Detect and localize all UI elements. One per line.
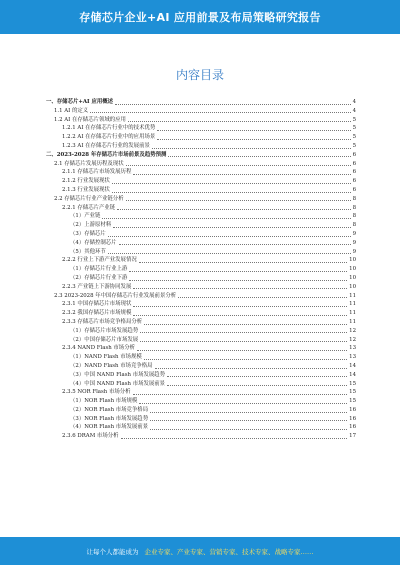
footer-banner: [0, 537, 400, 565]
toc-entry[interactable]: [46, 327, 356, 336]
toc-leader-dots: [133, 174, 350, 175]
toc-page-number: 9: [352, 230, 356, 237]
toc-entry-text: 2.1.2 行业发展现状: [62, 178, 110, 185]
toc-leader-dots: [129, 280, 347, 281]
toc-leader-dots: [139, 262, 347, 263]
toc-page-number: 9: [352, 248, 356, 255]
toc-leader-dots: [144, 359, 347, 360]
toc-page-number: 14: [349, 371, 356, 378]
toc-entry-text: （2）中国存储芯片市场发展: [70, 336, 139, 343]
toc-entry-text: 2.2.1 存储芯片产业链: [62, 204, 116, 211]
toc-entry[interactable]: [46, 116, 356, 125]
toc-leader-dots: [126, 165, 351, 166]
toc-leader-dots: [137, 350, 347, 351]
toc-entry[interactable]: [46, 406, 356, 415]
toc-entry[interactable]: [46, 142, 356, 151]
table-of-contents: [46, 98, 356, 441]
toc-leader-dots: [108, 236, 351, 237]
toc-entry[interactable]: [46, 256, 356, 265]
toc-entry-text: 1.2.2 AI 在存储芯片行业中的应用场景: [62, 134, 156, 141]
toc-page-number: 17: [349, 433, 356, 440]
toc-entry-text: （1）NOR Flash 市场规模: [70, 398, 138, 405]
toc-entry-text: 1.2.1 AI 在存储芯片行业中的技术优势: [62, 125, 156, 132]
toc-leader-dots: [150, 420, 347, 421]
toc-leader-dots: [108, 253, 351, 254]
toc-leader-dots: [167, 385, 347, 386]
toc-entry[interactable]: [46, 432, 356, 441]
toc-page-number: 6: [352, 169, 356, 176]
toc-entry-text: 2.3.1 中国存储芯片市场现状: [62, 301, 132, 308]
toc-leader-dots: [133, 288, 347, 289]
toc-leader-dots: [152, 148, 351, 149]
toc-entry[interactable]: [46, 300, 356, 309]
toc-page-number: 13: [349, 345, 356, 352]
toc-entry[interactable]: [46, 230, 356, 239]
toc-entry[interactable]: [46, 107, 356, 116]
toc-entry[interactable]: [46, 336, 356, 345]
toc-entry-text: 1.2 AI 在存储芯片领域的应用: [54, 116, 126, 123]
toc-leader-dots: [119, 244, 351, 245]
toc-entry[interactable]: [46, 344, 356, 353]
toc-leader-dots: [140, 332, 347, 333]
toc-leader-dots: [121, 438, 348, 439]
toc-leader-dots: [139, 403, 347, 404]
toc-entry[interactable]: [46, 292, 356, 301]
toc-leader-dots: [178, 297, 347, 298]
toc-entry[interactable]: [46, 362, 356, 371]
toc-entry[interactable]: [46, 186, 356, 195]
toc-entry[interactable]: [46, 380, 356, 389]
toc-entry-text: （1）NAND Flash 市场规模: [70, 354, 142, 361]
toc-page-number: 4: [352, 107, 356, 114]
toc-entry-text: 2.2.2 行业上下游产业发展情况: [62, 257, 137, 264]
toc-page-number: 6: [352, 160, 356, 167]
toc-entry-text: 1.1 AI 的定义: [54, 107, 89, 114]
toc-leader-dots: [140, 341, 347, 342]
toc-page-number: 5: [352, 134, 356, 141]
toc-entry-text: 2.3 2023-2028 年中国存储芯片行业发展前景分析: [54, 292, 177, 299]
toc-entry-text: 2.2.3 产业链上下游协同发展: [62, 283, 132, 290]
toc-entry-text: 2.3.6 DRAM 市场分析: [62, 433, 119, 440]
toc-page-number: 10: [349, 257, 356, 264]
toc-page-number: 8: [352, 195, 356, 202]
toc-heading: 内容目录: [175, 68, 224, 82]
toc-entry[interactable]: [46, 423, 356, 432]
toc-leader-dots: [129, 271, 347, 272]
toc-entry-text: （4）存储控制芯片: [70, 239, 117, 246]
toc-entry[interactable]: [46, 239, 356, 248]
toc-leader-dots: [126, 200, 351, 201]
toc-entry[interactable]: [46, 204, 356, 213]
toc-page-number: 16: [349, 406, 356, 413]
toc-entry-text: （3）存储芯片: [70, 230, 106, 237]
toc-leader-dots: [150, 429, 347, 430]
toc-page-number: 6: [352, 186, 356, 193]
toc-page-number: 16: [349, 424, 356, 431]
toc-leader-dots: [90, 112, 350, 113]
toc-entry-text: （1）存储芯片行业上游: [70, 266, 128, 273]
toc-page-number: 14: [349, 362, 356, 369]
toc-page-number: 13: [349, 354, 356, 361]
toc-entry[interactable]: [46, 353, 356, 362]
toc-leader-dots: [133, 394, 348, 395]
toc-entry-text: 2.3.4 NAND Flash 市场分析: [62, 345, 135, 352]
toc-page-number: 12: [349, 327, 356, 334]
toc-entry[interactable]: [46, 124, 356, 133]
toc-leader-dots: [128, 121, 351, 122]
toc-page-number: 9: [352, 239, 356, 246]
toc-entry-text: （2）NAND Flash 市场竞争格局: [70, 362, 153, 369]
toc-leader-dots: [133, 315, 347, 316]
toc-page-number: 8: [352, 213, 356, 220]
toc-entry[interactable]: [46, 160, 356, 169]
toc-leader-dots: [102, 218, 350, 219]
report-title: 存储芯片企业+AI 应用前景及布局策略研究报告: [79, 11, 321, 24]
toc-entry[interactable]: [46, 133, 356, 142]
toc-entry[interactable]: [46, 265, 356, 274]
toc-entry[interactable]: [46, 371, 356, 380]
toc-leader-dots: [157, 130, 350, 131]
toc-entry-text: （4）中国 NAND Flash 市场发展前景: [70, 380, 166, 387]
toc-page-number: 11: [349, 310, 356, 317]
toc-leader-dots: [167, 376, 347, 377]
footer-prefix: 让每个人都能成为: [86, 547, 139, 556]
toc-entry-text: （5）其他环节: [70, 248, 106, 255]
toc-page-number: 5: [352, 125, 356, 132]
toc-entry-text: 2.1 存储芯片发展历程及现状: [54, 160, 124, 167]
toc-entry[interactable]: [46, 98, 356, 107]
toc-leader-dots: [133, 306, 347, 307]
toc-leader-dots: [112, 183, 351, 184]
toc-entry-text: 1.2.3 AI 在存储芯片行业的发展前景: [62, 142, 150, 149]
toc-entry[interactable]: [46, 248, 356, 257]
toc-entry-text: 2.1.1 存储芯片市场发展历程: [62, 169, 132, 176]
toc-entry-text: 2.1.3 行业发展现状: [62, 186, 110, 193]
toc-entry[interactable]: [46, 415, 356, 424]
toc-page-number: 6: [352, 151, 356, 158]
toc-page-number: 8: [352, 204, 356, 211]
toc-entry-text: （2）NOR Flash 市场竞争格局: [70, 406, 149, 413]
toc-entry[interactable]: [46, 397, 356, 406]
toc-page-number: 15: [349, 380, 356, 387]
toc-entry-text: （3）中国 NAND Flash 市场发展趋势: [70, 371, 166, 378]
toc-page-number: 10: [349, 266, 356, 273]
footer-highlight: 企业专家、产业专家、营销专家、技术专家、战略专家……: [144, 547, 314, 556]
toc-page-number: 6: [352, 178, 356, 185]
toc-page-number: 11: [349, 292, 356, 299]
toc-entry-text: 2.3.3 存储芯片市场竞争格局分析: [62, 318, 143, 325]
toc-leader-dots: [115, 104, 351, 105]
toc-entry-text: （2）存储芯片行业下游: [70, 274, 128, 281]
toc-page-number: 11: [349, 318, 356, 325]
toc-entry[interactable]: [46, 388, 356, 397]
toc-entry[interactable]: [46, 309, 356, 318]
toc-page-number: 5: [352, 116, 356, 123]
toc-leader-dots: [113, 227, 350, 228]
toc-leader-dots: [117, 209, 350, 210]
toc-page-number: 4: [352, 99, 356, 105]
toc-entry[interactable]: [46, 212, 356, 221]
toc-entry[interactable]: [46, 274, 356, 283]
toc-entry-text: 2.3.2 我国存储芯片市场规模: [62, 310, 132, 317]
toc-entry[interactable]: [46, 177, 356, 186]
toc-entry-text: （1）产业链: [70, 213, 101, 220]
toc-leader-dots: [157, 139, 350, 140]
toc-entry-text: （2）上游原材料: [70, 222, 112, 229]
toc-entry-text: 一、存储芯片+AI 应用概述: [46, 99, 114, 105]
toc-entry-text: （4）NOR Flash 市场发展前景: [70, 424, 149, 431]
toc-entry[interactable]: [46, 221, 356, 230]
toc-page-number: 16: [349, 415, 356, 422]
toc-leader-dots: [144, 324, 347, 325]
toc-page-number: 10: [349, 283, 356, 290]
toc-page-number: 15: [349, 389, 356, 396]
toc-page-number: 5: [352, 142, 356, 149]
toc-page-number: 8: [352, 222, 356, 229]
report-header: [0, 0, 400, 34]
toc-entry[interactable]: [46, 318, 356, 327]
toc-leader-dots: [155, 368, 348, 369]
toc-page-number: 11: [349, 301, 356, 308]
toc-entry[interactable]: [46, 151, 356, 160]
toc-page-number: 15: [349, 398, 356, 405]
toc-leader-dots: [150, 412, 347, 413]
toc-entry-text: 2.3.5 NOR Flash 市场分析: [62, 389, 131, 396]
toc-entry[interactable]: [46, 283, 356, 292]
toc-page-number: 12: [349, 336, 356, 343]
toc-entry-text: （1）存储芯片市场发展趋势: [70, 327, 139, 334]
toc-leader-dots: [168, 156, 350, 157]
toc-entry-text: （3）NOR Flash 市场发展趋势: [70, 415, 149, 422]
toc-page-number: 10: [349, 274, 356, 281]
toc-entry-text: 2.2 存储芯片行业产业链分析: [54, 195, 124, 202]
toc-entry-text: 二、2023-2028 年存储芯片市场前景及趋势预测: [46, 151, 167, 158]
toc-entry[interactable]: [46, 168, 356, 177]
toc-leader-dots: [112, 192, 351, 193]
toc-entry[interactable]: [46, 195, 356, 204]
